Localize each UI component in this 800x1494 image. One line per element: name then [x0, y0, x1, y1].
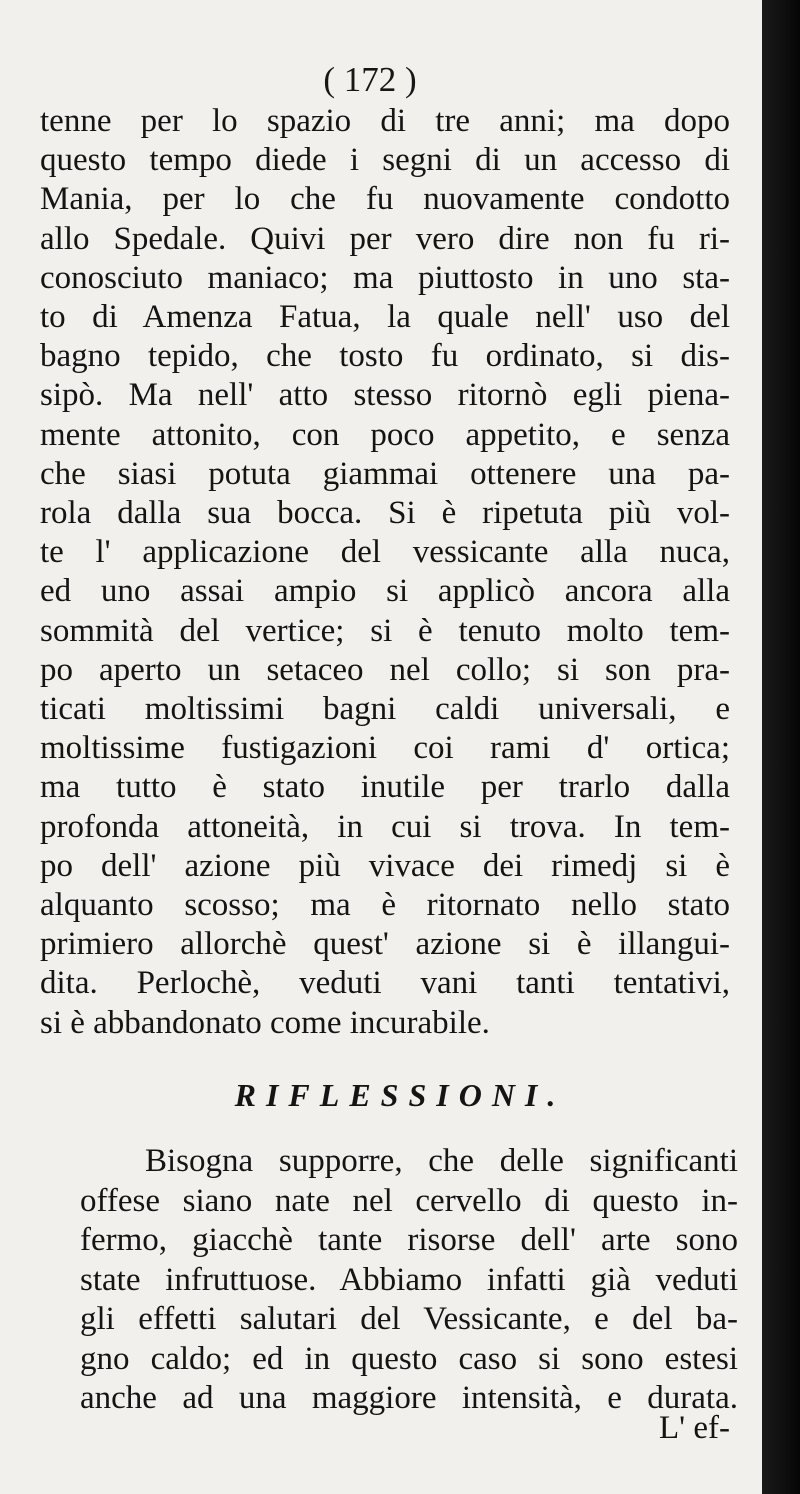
- page-edge-shadow: [762, 0, 800, 1494]
- text-line: Bisogna supporre, che delle significanti: [145, 1143, 738, 1179]
- text-line: gno caldo; ed in questo caso si sono estesi: [80, 1340, 738, 1377]
- text-line: anche ad una maggiore intensità, e durata.: [80, 1380, 738, 1416]
- text-line: fermo, giacchè tante risorse dell' arte sono: [80, 1222, 738, 1258]
- text-line: moltissime fustigazioni coi rami d' ortica;: [40, 730, 730, 767]
- text-line: rola dalla sua bocca. Si è ripetuta più vol-: [40, 495, 730, 532]
- text-line: mente attonito, con poco appetito, e senza: [40, 416, 730, 453]
- text-line: profonda attoneità, in cui si trova. In tem-: [40, 808, 730, 845]
- text-line: state infruttuose. Abbiamo infatti già veduti: [80, 1261, 738, 1298]
- text-line: po dell' azione più vivace dei rimedj si è: [40, 847, 730, 884]
- section-heading: RIFLESSIONI.: [234, 1077, 566, 1113]
- text-line: dita. Perlochè, veduti vani tanti tentativi,: [40, 965, 730, 1002]
- text-line: conosciuto maniaco; ma piuttosto in uno sta-: [40, 259, 730, 296]
- text-line: primiero allorchè quest' azione si è illangui-: [40, 926, 730, 963]
- reflections-paragraph: [80, 1142, 738, 1419]
- text-line: questo tempo diede i segni di un accesso di: [40, 142, 730, 179]
- text-line: ma tutto è stato inutile per trarlo dalla: [40, 769, 730, 806]
- text-line: si è abbandonato come incurabile.: [40, 1004, 490, 1041]
- text-line: Mania, per lo che fu nuovamente condotto: [40, 181, 730, 218]
- text-line: gli effetti salutari del Vessicante, e del ba-: [80, 1301, 738, 1337]
- text-line: te l' applicazione del vessicante alla nuca,: [40, 534, 730, 571]
- text-line: allo Spedale. Quivi per vero dire non fu ri-: [40, 220, 730, 257]
- text-line: po aperto un setaceo nel collo; si son pra-: [40, 651, 730, 688]
- text-line: ed uno assai ampio si applicò ancora alla: [40, 573, 730, 610]
- text-line: bagno tepido, che tosto fu ordinato, si dis-: [40, 338, 730, 375]
- text-line: tenne per lo spazio di tre anni; ma dopo: [40, 103, 730, 139]
- text-line: ticati moltissimi bagni caldi universali, e: [40, 691, 730, 728]
- text-line: to di Amenza Fatua, la quale nell' uso del: [40, 299, 730, 336]
- page-number: ( 172 ): [323, 60, 417, 99]
- text-line: sipò. Ma nell' atto stesso ritornò egli piena-: [40, 377, 730, 414]
- text-line: che siasi potuta giammai ottenere una pa-: [40, 455, 730, 492]
- case-history-paragraph: [40, 102, 730, 1043]
- text-line: alquanto scosso; ma è ritornato nello stato: [40, 887, 730, 924]
- text-line: sommità del vertice; si è tenuto molto tem-: [40, 612, 730, 649]
- text-line: offese siano nate nel cervello di questo in-: [80, 1182, 738, 1219]
- catchword: L' ef-: [659, 1410, 730, 1446]
